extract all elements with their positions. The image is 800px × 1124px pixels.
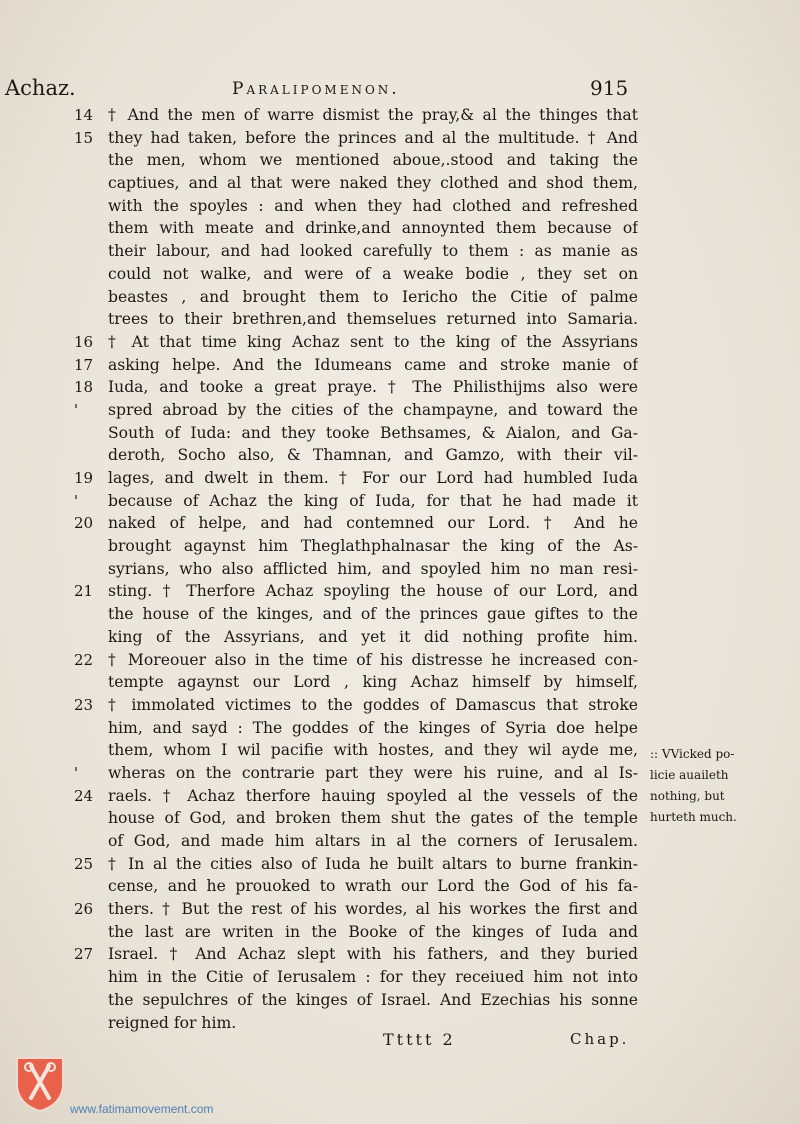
signature-mark: Ttttt 2 <box>383 1030 456 1049</box>
running-title: Paralipomenon. <box>232 79 400 99</box>
text-line <box>74 626 654 649</box>
text-line <box>74 331 654 354</box>
verse-text: the men, whom we mentioned aboue,.stood and taking the <box>108 151 638 170</box>
text-line <box>74 649 654 672</box>
verse-number: ' <box>74 400 79 419</box>
margin-note-line: hurteth much. <box>650 810 737 824</box>
text-line <box>74 739 654 762</box>
verse-text: sting. † Therfore Achaz spoyling the house of our Lord, and <box>108 582 638 601</box>
margin-note <box>650 744 795 828</box>
verse-text: him, and sayd : The goddes of the kinges of Syria doe helpe <box>108 718 638 737</box>
text-line <box>74 898 654 921</box>
text-line <box>74 444 654 467</box>
verse-text: the last are writen in the Booke of the kinges of Iuda and <box>108 922 638 941</box>
verse-number: 16 <box>74 332 94 351</box>
text-line <box>74 830 654 853</box>
verse-number: 26 <box>74 900 94 919</box>
scripture-text-block <box>74 104 654 1034</box>
verse-text: asking helpe. And the Idumeans came and stroke manie of <box>108 355 638 374</box>
verse-number: ' <box>74 491 79 510</box>
verse-text: reigned for him. <box>108 1013 237 1032</box>
verse-number: 24 <box>74 786 94 805</box>
verse-text: † And the men of warre dismist the pray,& al the thinges that <box>108 106 638 124</box>
text-line <box>74 807 654 830</box>
text-line <box>74 580 654 603</box>
text-line <box>74 263 654 286</box>
text-line <box>74 422 654 445</box>
text-line <box>74 671 654 694</box>
verse-text: the sepulchres of the kinges of Israel. And Ezechias his sonne <box>108 990 638 1009</box>
text-line <box>74 762 654 785</box>
text-line <box>74 308 654 331</box>
verse-text: thers. † But the rest of his wordes, al his workes the first and <box>108 900 638 919</box>
text-line <box>74 966 654 989</box>
verse-text: him in the Citie of Ierusalem : for they receiued him not into <box>108 968 638 987</box>
margin-note-line: licie auaileth <box>650 768 729 782</box>
watermark-link[interactable]: www.fatimamovement.com <box>70 1102 214 1116</box>
verse-text: house of God, and broken them shut the gates of the temple <box>108 809 638 828</box>
verse-number: 14 <box>74 106 94 124</box>
verse-number: ' <box>74 763 79 782</box>
text-line <box>74 376 654 399</box>
text-line <box>74 717 654 740</box>
verse-text: of God, and made him altars in al the corners of Ierusalem. <box>108 832 638 850</box>
text-line <box>74 943 654 966</box>
verse-text: † At that time king Achaz sent to the king of the Assyrians <box>108 332 638 351</box>
verse-number: 18 <box>74 378 94 397</box>
folio-number: 915 <box>590 76 629 100</box>
verse-text: cense, and he prouoked to wrath our Lord the God of his fa- <box>108 877 638 896</box>
verse-text: brought agaynst him Theglathphalnasar the king of the As- <box>108 537 638 556</box>
text-line <box>74 467 654 490</box>
verse-text: lages, and dwelt in them. † For our Lord had humbled Iuda <box>108 469 638 487</box>
verse-text: naked of helpe, and had contemned our Lord. † And he <box>108 514 638 533</box>
text-line <box>74 694 654 717</box>
text-line <box>74 217 654 240</box>
verse-text: the house of the kinges, and of the princes gaue giftes to the <box>108 605 638 624</box>
page-header <box>0 76 800 106</box>
verse-text: † immolated victimes to the goddes of Damascus that stroke <box>108 695 638 714</box>
verse-text: Iuda, and tooke a great praye. † The Philisthijms also were <box>108 378 638 397</box>
text-line <box>74 354 654 377</box>
verse-number: 22 <box>74 650 94 669</box>
verse-text: † In al the cities also of Iuda he built altars to burne frankin- <box>108 854 638 873</box>
verse-text: deroth, Socho also, & Thamnan, and Gamzo, with their vil- <box>108 446 638 465</box>
verse-number: 25 <box>74 854 94 873</box>
text-line <box>74 104 654 127</box>
text-line <box>74 195 654 218</box>
verse-text: spred abroad by the cities of the champayne, and toward the <box>108 400 638 419</box>
text-line <box>74 921 654 944</box>
shield-logo-icon <box>13 1054 67 1112</box>
margin-note-line: :: VVicked po- <box>650 747 735 761</box>
text-line <box>74 149 654 172</box>
text-line <box>74 172 654 195</box>
verse-text: beastes , and brought them to Iericho the Citie of palme <box>108 287 638 306</box>
verse-text: raels. † Achaz therfore hauing spoyled al the vessels of the <box>108 786 638 805</box>
verse-number: 19 <box>74 469 94 487</box>
catchword: Chap. <box>570 1030 630 1048</box>
text-line <box>74 240 654 263</box>
text-line <box>74 490 654 513</box>
margin-note-line: nothing, but <box>650 789 725 803</box>
verse-number: 21 <box>74 582 94 601</box>
verse-number: 20 <box>74 514 94 533</box>
verse-text: Israel. † And Achaz slept with his fathers, and they buried <box>108 945 638 964</box>
verse-text: because of Achaz the king of Iuda, for that he had made it <box>108 491 638 510</box>
verse-text: syrians, who also afflicted him, and spoyled him no man resi- <box>108 559 638 578</box>
page-footer <box>0 1030 800 1060</box>
text-line <box>74 853 654 876</box>
verse-text: † Moreouer also in the time of his distresse he increased con- <box>108 650 638 669</box>
verse-text: South of Iuda: and they tooke Bethsames, & Aialon, and Ga- <box>108 423 638 442</box>
verse-text: king of the Assyrians, and yet it did nothing profite him. <box>108 627 638 646</box>
text-line <box>74 558 654 581</box>
verse-text: wheras on the contrarie part they were his ruine, and al Is- <box>108 763 638 782</box>
verse-number: 17 <box>74 355 94 374</box>
verse-number: 23 <box>74 695 94 714</box>
text-line <box>74 399 654 422</box>
verse-number: 27 <box>74 945 94 964</box>
text-line <box>74 535 654 558</box>
verse-text: trees to their brethren,and themselues returned into Samaria. <box>108 310 638 329</box>
text-line <box>74 512 654 535</box>
verse-text: captiues, and al that were naked they clothed and shod them, <box>108 174 638 193</box>
text-line <box>74 127 654 150</box>
verse-number: 15 <box>74 128 94 147</box>
verse-text: them with meate and drinke,and annoynted them because of <box>108 219 638 238</box>
text-line <box>74 286 654 309</box>
verse-text: they had taken, before the princes and al the multitude. † And <box>108 128 638 147</box>
text-line <box>74 785 654 808</box>
text-line <box>74 875 654 898</box>
verse-text: their labour, and had looked carefully to them : as manie as <box>108 242 638 261</box>
text-line <box>74 989 654 1012</box>
verse-text: could not walke, and were of a weake bodie , they set on <box>108 264 638 283</box>
verse-text: with the spoyles : and when they had clothed and refreshed <box>108 196 638 215</box>
running-head-left: Achaz. <box>5 76 76 100</box>
text-line <box>74 603 654 626</box>
verse-text: them, whom I wil pacifie with hostes, and they wil ayde me, <box>108 741 638 760</box>
verse-text: tempte agaynst our Lord , king Achaz himself by himself, <box>108 673 638 692</box>
